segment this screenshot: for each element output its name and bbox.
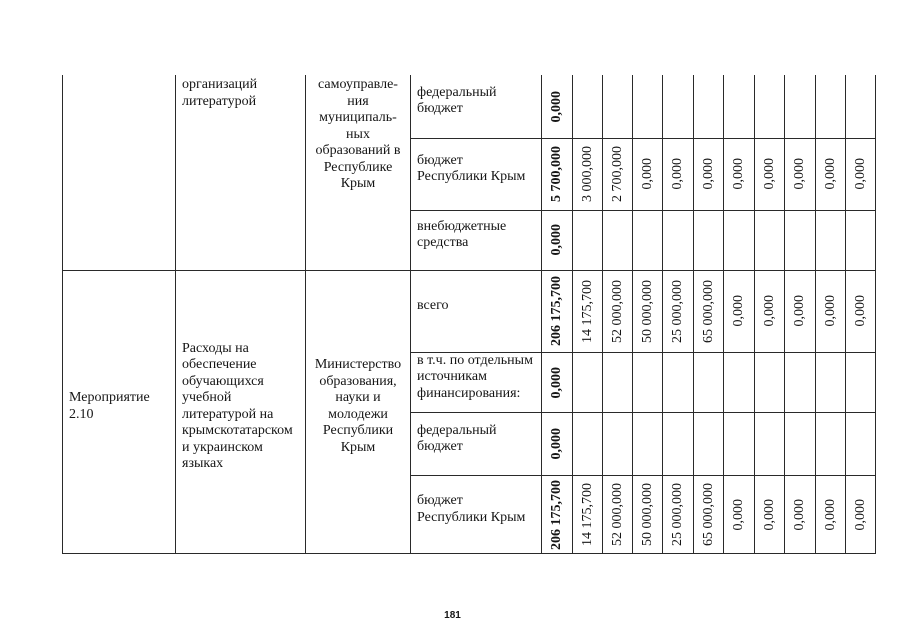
executor-text: Министерство образования, науки и молодежи Республики Крым: [314, 357, 402, 455]
amount-cell: [573, 210, 603, 270]
funding-source-text: всего: [417, 297, 449, 313]
amount-cell: [542, 210, 573, 270]
amount-value: 0,000: [761, 158, 777, 190]
funding-source-cell: [411, 476, 542, 554]
amount-value: 5 700,000: [549, 146, 564, 202]
amount-cell: [694, 270, 724, 352]
amount-cell: [694, 75, 724, 138]
amount-cell: [633, 75, 663, 138]
amount-value: 0,000: [792, 295, 807, 327]
amount-cell: [542, 75, 573, 138]
amount-value: 0,000: [731, 158, 746, 190]
amount-cell: [816, 138, 846, 210]
amount-cell: [573, 270, 603, 352]
amount-cell: [603, 413, 633, 476]
amount-cell: [724, 210, 755, 270]
amount-cell: [785, 270, 816, 352]
amount-cell: [816, 75, 846, 138]
amount-cell: [603, 75, 633, 138]
amount-cell: [846, 476, 876, 554]
amount-cell: [755, 138, 785, 210]
amount-value: 0,000: [852, 498, 868, 531]
amount-cell: [755, 352, 785, 413]
amount-cell: [724, 352, 755, 413]
amount-cell: [663, 210, 694, 270]
amount-cell: [542, 138, 573, 210]
amount-value: 50 000,000: [639, 483, 655, 546]
amount-cell: [573, 75, 603, 138]
amount-cell: [694, 352, 724, 413]
funding-source-text: бюджет Республики Крым: [417, 493, 526, 525]
amount-cell: [846, 270, 876, 352]
amount-cell: [846, 75, 876, 138]
amount-cell: [846, 138, 876, 210]
amount-cell: [663, 352, 694, 413]
amount-value: 50 000,000: [639, 279, 655, 343]
amount-cell: [573, 138, 603, 210]
amount-value: 14 175,700: [579, 279, 595, 343]
amount-cell: [542, 352, 573, 413]
amount-cell: [694, 138, 724, 210]
funding-source-text: федеральный бюджет: [417, 422, 497, 454]
description-cell: [176, 270, 306, 554]
amount-cell: [633, 476, 663, 554]
amount-value: 25 000,000: [670, 483, 685, 546]
amount-cell: [542, 270, 573, 352]
amount-value: 0,000: [761, 295, 777, 327]
funding-source-cell: [411, 413, 542, 476]
amount-cell: [816, 270, 846, 352]
table-row: [63, 75, 876, 138]
funding-source-text: бюджет Республики Крым: [417, 152, 526, 184]
event-cell: [63, 270, 176, 554]
amount-cell: [785, 413, 816, 476]
amount-cell: [603, 270, 633, 352]
amount-value: 0,000: [549, 428, 564, 460]
amount-cell: [724, 270, 755, 352]
amount-cell: [755, 210, 785, 270]
amount-value: 0,000: [639, 158, 655, 190]
amount-cell: [663, 270, 694, 352]
amount-value: 2 700,000: [609, 146, 625, 202]
amount-value: 0,000: [761, 498, 777, 531]
amount-cell: [694, 210, 724, 270]
amount-value: 65 000,000: [700, 279, 716, 343]
amount-cell: [542, 476, 573, 554]
event-cell: [63, 75, 176, 270]
amount-value: 0,000: [731, 295, 746, 327]
amount-cell: [846, 210, 876, 270]
amount-value: 0,000: [549, 366, 564, 398]
amount-cell: [755, 270, 785, 352]
amount-cell: [724, 75, 755, 138]
amount-cell: [785, 210, 816, 270]
amount-cell: [724, 413, 755, 476]
amount-value: 0,000: [822, 498, 838, 531]
amount-cell: [633, 352, 663, 413]
event-text: Мероприятие 2.10: [69, 390, 150, 422]
amount-value: 0,000: [700, 158, 716, 190]
page-number: 181: [444, 610, 461, 621]
amount-cell: [542, 413, 573, 476]
amount-cell: [663, 413, 694, 476]
amount-value: 0,000: [852, 158, 868, 190]
description-text: организаций литературой: [182, 77, 258, 109]
amount-cell: [816, 413, 846, 476]
amount-cell: [633, 270, 663, 352]
amount-cell: [785, 476, 816, 554]
amount-cell: [603, 138, 633, 210]
funding-source-cell: [411, 210, 542, 270]
amount-value: 0,000: [731, 498, 746, 531]
amount-cell: [816, 210, 846, 270]
funding-source-text: федеральный бюджет: [417, 84, 497, 117]
amount-cell: [724, 138, 755, 210]
amount-cell: [603, 210, 633, 270]
amount-value: 0,000: [822, 158, 838, 190]
amount-cell: [603, 352, 633, 413]
amount-cell: [573, 352, 603, 413]
amount-cell: [633, 210, 663, 270]
amount-cell: [816, 352, 846, 413]
amount-cell: [755, 476, 785, 554]
amount-cell: [816, 476, 846, 554]
executor-text: самоуправле- ния муниципаль- ных образований в Республике Крым: [315, 77, 401, 191]
amount-value: 0,000: [852, 295, 868, 327]
amount-cell: [573, 476, 603, 554]
amount-cell: [785, 138, 816, 210]
amount-cell: [573, 413, 603, 476]
description-text: Расходы на обеспечение обучающихся учебной литературой на крымскотатарском и украинском языках: [182, 340, 293, 472]
executor-cell: [306, 270, 411, 554]
amount-value: 206 175,700: [549, 276, 564, 346]
amount-cell: [755, 413, 785, 476]
amount-value: 52 000,000: [609, 483, 625, 546]
funding-source-cell: [411, 352, 542, 413]
executor-cell: [306, 75, 411, 270]
amount-value: 0,000: [792, 158, 807, 190]
amount-value: 0,000: [549, 90, 564, 122]
amount-cell: [694, 413, 724, 476]
funding-source-cell: [411, 138, 542, 210]
amount-cell: [846, 352, 876, 413]
amount-value: 0,000: [670, 158, 685, 190]
amount-value: 0,000: [822, 295, 838, 327]
amount-cell: [663, 138, 694, 210]
amount-cell: [846, 413, 876, 476]
amount-value: 14 175,700: [579, 483, 595, 546]
amount-value: 206 175,700: [549, 479, 564, 550]
amount-cell: [724, 476, 755, 554]
amount-cell: [755, 75, 785, 138]
amount-cell: [633, 138, 663, 210]
table-row: [63, 270, 876, 352]
funding-source-text: внебюджетные средства: [417, 218, 507, 250]
amount-value: 65 000,000: [700, 483, 716, 546]
amount-value: 0,000: [549, 224, 564, 256]
description-cell: [176, 75, 306, 270]
funding-source-text: в т.ч. по отдельным источникам финансирования:: [417, 352, 533, 401]
amount-cell: [694, 476, 724, 554]
funding-source-cell: [411, 75, 542, 138]
funding-table: [62, 75, 876, 554]
amount-cell: [663, 476, 694, 554]
amount-value: 52 000,000: [609, 279, 625, 343]
amount-value: 3 000,000: [579, 146, 595, 202]
amount-cell: [603, 476, 633, 554]
funding-source-cell: [411, 270, 542, 352]
amount-cell: [785, 352, 816, 413]
amount-value: 25 000,000: [670, 279, 685, 343]
amount-cell: [785, 75, 816, 138]
amount-cell: [633, 413, 663, 476]
amount-value: 0,000: [792, 498, 807, 531]
amount-cell: [663, 75, 694, 138]
